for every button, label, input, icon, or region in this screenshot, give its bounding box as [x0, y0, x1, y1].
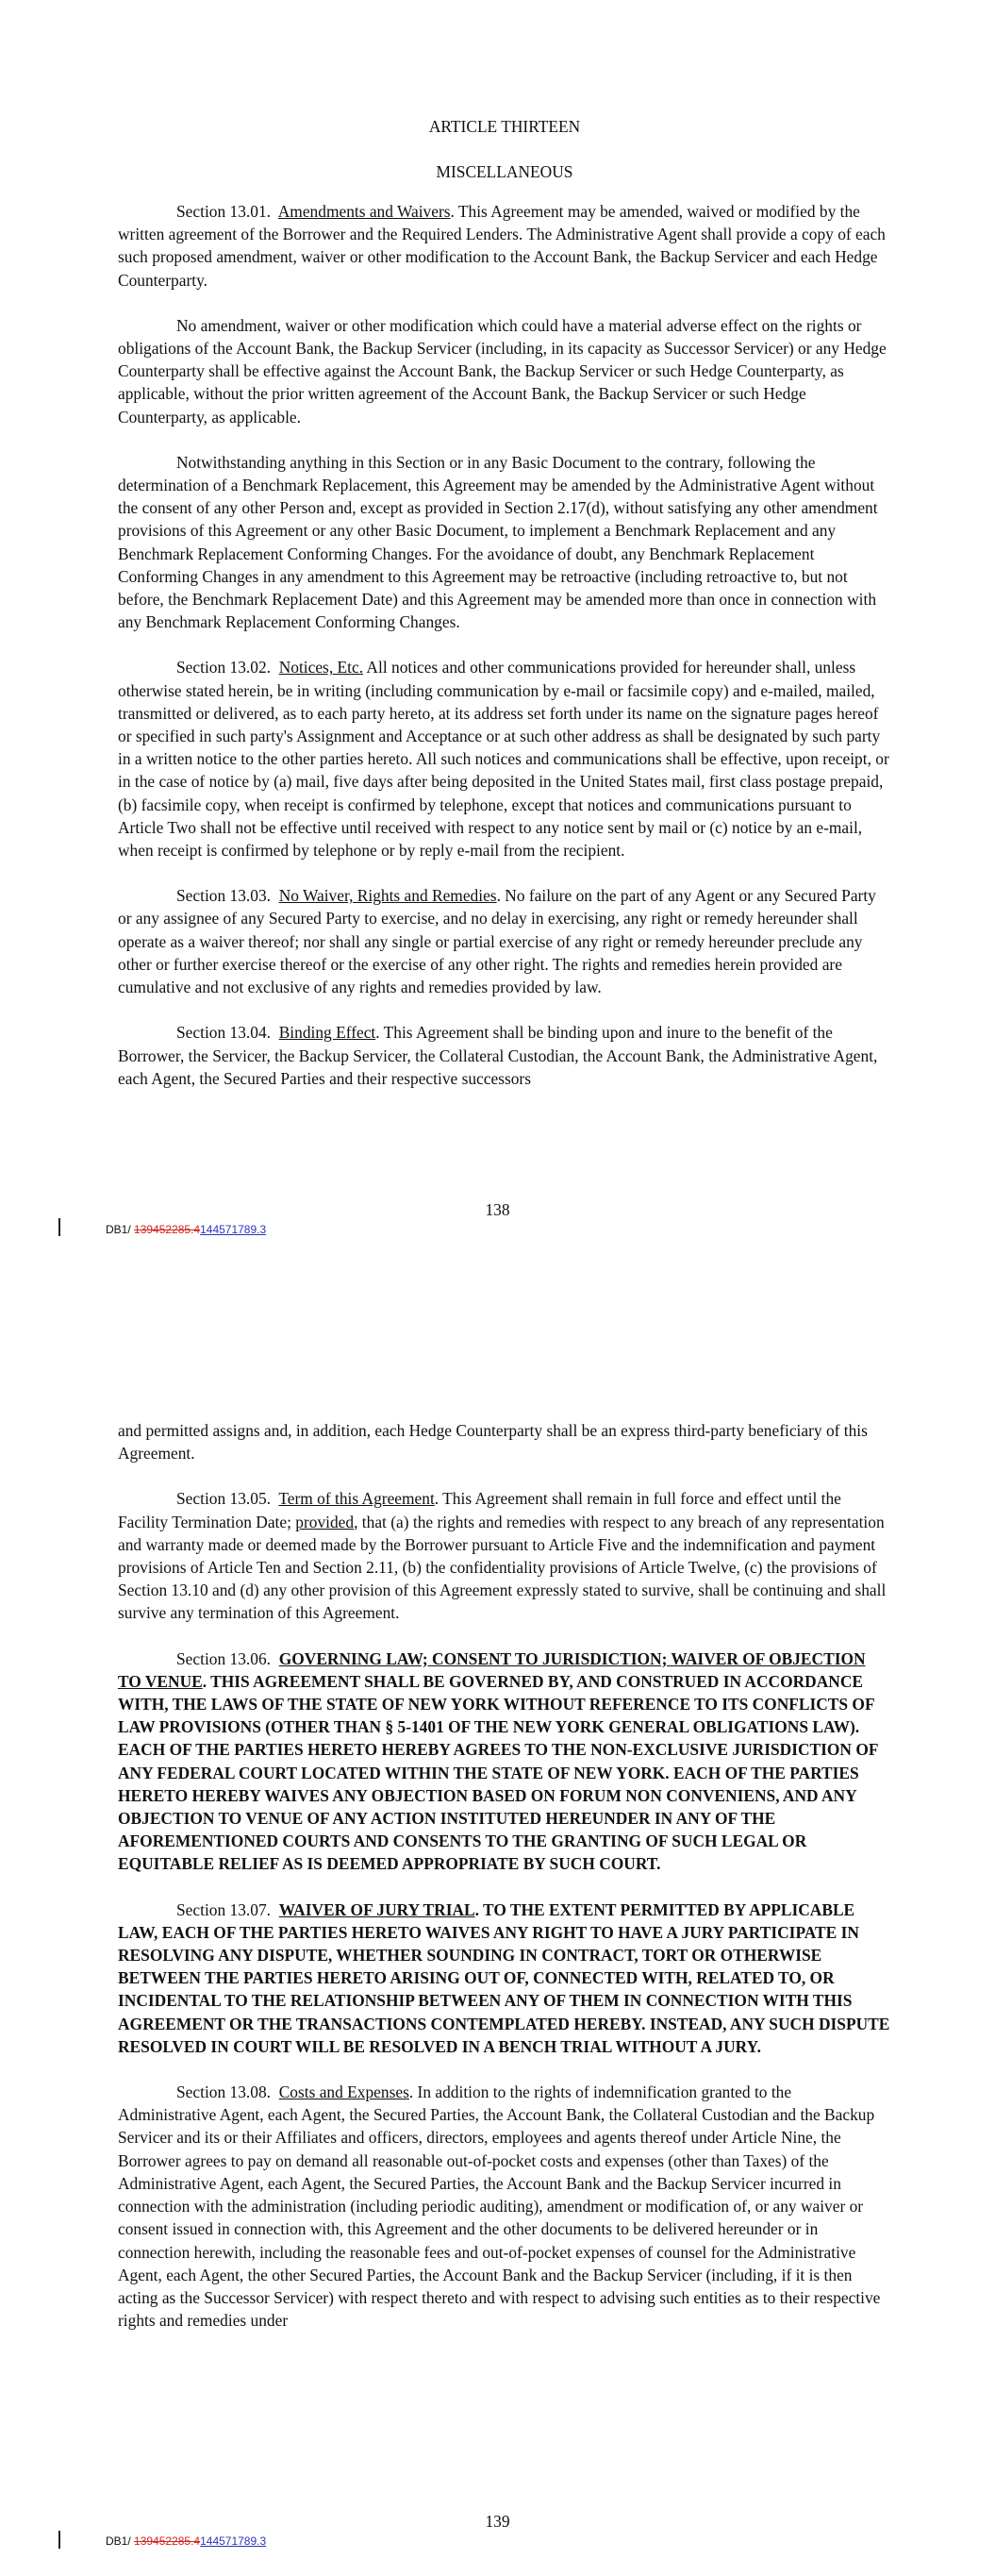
change-bar — [58, 1218, 60, 1236]
article-subtitle: MISCELLANEOUS — [436, 162, 573, 181]
page-number: 139 — [485, 2512, 510, 2531]
section-13-03 — [118, 884, 891, 998]
section-title: Costs and Expenses — [278, 2083, 409, 2102]
page-139 — [0, 1255, 995, 2576]
section-number: Section 13.07. — [176, 1899, 271, 1919]
section-title: Amendments and Waivers — [277, 202, 451, 221]
section-title: No Waiver, Rights and Remedies — [278, 886, 497, 906]
page-number: 138 — [485, 1200, 510, 1219]
paragraph-benchmark — [118, 451, 891, 634]
inserted-doc-number: 144571789.3 — [200, 1223, 267, 1236]
section-number: Section 13.06. — [176, 1648, 271, 1668]
section-text: . This Agreement may be amended, waived or modified by the written agreement of the Borrower and the Required Lenders. The Administrative Agent shall provide a copy of each such proposed amendment, waiver or other modification to the Account Bank, the Backup Servicer and each Hedge Counterparty. — [118, 202, 886, 290]
paragraph-no-amendment — [118, 314, 891, 428]
section-13-08 — [118, 2081, 891, 2332]
provided-term: provided — [295, 1512, 355, 1531]
article-title: ARTICLE THIRTEEN — [428, 117, 581, 136]
document-id-footer — [106, 2534, 266, 2548]
section-number: Section 13.05. — [176, 1489, 271, 1509]
continuation-paragraph — [118, 1419, 891, 1464]
page-138-body — [118, 115, 891, 1112]
section-13-01 — [118, 200, 891, 292]
change-bar — [58, 2531, 60, 2549]
section-number: Section 13.02. — [176, 658, 271, 677]
paragraph-text: Notwithstanding anything in this Section or in any Basic Document to the contrary, following the determination of a Benchmark Replacement, this Agreement may be amended by the Administrative Agent without the consent of any other Person and, except as provided in Section 2.17(d), without satisfying any other amendment provisions of this Agreement or any other Basic Document, to implement a Benchmark Replacement and any Benchmark Replacement Conforming Changes. For the avoidance of doubt, any Benchmark Replacement Conforming Changes in any amendment to this Agreement may be retroactive (including retroactive to, but not before, the Benchmark Replacement Date) and this Agreement may be amended more than once in connection with any Benchmark Replacement Conforming Changes. — [118, 452, 878, 632]
section-13-07 — [118, 1899, 891, 2058]
section-text: . THIS AGREEMENT SHALL BE GOVERNED BY, AND CONSTRUED IN ACCORDANCE WITH, THE LAWS OF THE STATE OF NEW YORK WITHOUT REFERENCE TO ITS CONFLICTS OF LAW PROVISIONS (OTHER THAN § 5-1401 OF THE NEW YORK GENERAL OBLIGATIONS LAW). EACH OF THE PARTIES HERETO HEREBY AGREES TO THE NON-EXCLUSIVE JURISDICTION OF ANY FEDERAL COURT LOCATED WITHIN THE STATE OF NEW YORK. EACH OF THE PARTIES HERETO HEREBY WAIVES ANY OBJECTION BASED ON FORUM NON CONVENIENS, AND ANY OBJECTION TO VENUE OF ANY ACTION INSTITUTED HEREUNDER IN ANY OF THE AFOREMENTIONED COURTS AND CONSENTS TO THE GRANTING OF SUCH LEGAL OR EQUITABLE RELIEF AS IS DEEMED APPROPRIATE BY SUCH COURT. — [118, 1671, 878, 1874]
paragraph-text: and permitted assigns and, in addition, each Hedge Counterparty shall be an express third-party beneficiary of this Agreement. — [118, 1421, 868, 1464]
deleted-doc-number: 139452285.4 — [134, 2534, 201, 2548]
page-138 — [0, 0, 995, 1255]
section-text: All notices and other communications provided for hereunder shall, unless otherwise stated herein, be in writing (including communication by e-mail or facsimile copy) and e-mailed, mailed, transmitted or delivered, as to each party hereto, at its address set forth under its name on the signature pages hereof or specified in such party's Assignment and Acceptance or at such other address as shall be designated by such party in a written notice to the other parties hereto. All such notices and communications shall be effective, upon receipt, or in the case of notice by (a) mail, five days after being deposited in the United States mail, first class postage prepaid, (b) facsimile copy, when receipt is confirmed by telephone, except that notices and communications pursuant to Article Two shall not be effective until received with respect to any notice sent by mail or (c) notice by an e-mail, when receipt is confirmed by telephone or by reply e-mail from the recipient. — [118, 658, 889, 861]
inserted-doc-number: 144571789.3 — [200, 2534, 267, 2548]
section-text: . TO THE EXTENT PERMITTED BY APPLICABLE LAW, EACH OF THE PARTIES HERETO WAIVES ANY RIGHT TO HAVE A JURY PARTICIPATE IN RESOLVING ANY DISPUTE, WHETHER SOUNDING IN CONTRACT, TORT OR OTHERWISE BETWEEN THE PARTIES HERETO ARISING OUT OF, CONNECTED WITH, RELATED TO, OR INCIDENTAL TO THE RELATIONSHIP BETWEEN ANY OF THEM IN CONNECTION WITH THIS AGREEMENT OR THE TRANSACTIONS CONTEMPLATED HEREBY. INSTEAD, ANY SUCH DISPUTE RESOLVED IN COURT WILL BE RESOLVED IN A BENCH TRIAL WITHOUT A JURY. — [118, 1899, 890, 2056]
section-text: . This Agreement shall be binding upon and inure to the benefit of the Borrower, the Servicer, the Backup Servicer, the Collateral Custodian, the Account Bank, the Administrative Agent, each Agent, the Secured Parties and their respective successors — [118, 1023, 878, 1088]
section-13-06 — [118, 1648, 891, 1876]
section-title: Binding Effect — [278, 1023, 376, 1043]
footer-prefix: DB1/ — [106, 1223, 135, 1236]
section-number: Section 13.01. — [176, 202, 271, 221]
section-title: WAIVER OF JURY TRIAL — [278, 1899, 475, 1919]
section-title: Notices, Etc. — [278, 658, 364, 677]
section-text: , that (a) the rights and remedies with respect to any breach of any representation and warranty made or deemed made by the Borrower pursuant to Article Five and the indemnification and payment provisions of Article Ten and Section 2.11, (b) the confidentiality provisions of Article Twelve, (c) the provisions of Section 13.10 and (d) any other provision of this Agreement expressly stated to survive, shall be continuing and shall survive any termination of this Agreement. — [118, 1512, 887, 1623]
section-number: Section 13.03. — [176, 886, 271, 906]
section-13-05 — [118, 1487, 891, 1624]
deleted-doc-number: 139452285.4 — [134, 1223, 201, 1236]
document-id-footer — [106, 1223, 266, 1236]
section-number: Section 13.08. — [176, 2083, 271, 2102]
section-13-04 — [118, 1021, 891, 1090]
footer-prefix: DB1/ — [106, 2534, 135, 2548]
page-139-body — [118, 1419, 891, 2354]
paragraph-text: No amendment, waiver or other modification which could have a material adverse effect on the rights or obligations of the Account Bank, the Backup Servicer (including, in its capacity as Successor Servicer) or any Hedge Counterparty shall be effective against the Account Bank, the Backup Servicer or such Hedge Counterparty, as applicable, without the prior written agreement of the Account Bank, the Backup Servicer or such Hedge Counterparty, as applicable. — [118, 315, 887, 427]
section-title: Term of this Agreement — [278, 1489, 435, 1509]
section-text: . In addition to the rights of indemnification granted to the Administrative Agent, each Agent, the Secured Parties, the Account Bank, the Collateral Custodian and the Backup Servicer and its or their Affiliates and officers, directors, employees and agents thereof under Article Nine, the Borrower agrees to pay on demand all reasonable out-of-pocket costs and expenses (other than Taxes) of the Administrative Agent, each Agent, the Secured Parties, the Account Bank and the Backup Servicer incurred in connection with the administration (including periodic auditing), amendment or modification of, or any waiver or consent issued in connection with, this Agreement and the other documents to be delivered hereunder or in connection herewith, including the reasonable fees and out-of-pocket expenses of counsel for the Administrative Agent, each Agent, the other Secured Parties, the Account Bank and the Backup Servicer (including, if it is then acting as the Successor Servicer) with respect thereto and with respect to advising such entities as to their respective rights and remedies under — [118, 2083, 881, 2331]
section-title: GOVERNING LAW; CONSENT TO JURISDICTION; WAIVER OF OBJECTION TO VENUE — [118, 1648, 866, 1691]
section-13-02 — [118, 656, 891, 861]
section-text: . This Agreement shall remain in full force and effect until the Facility Termination Date; — [118, 1489, 841, 1531]
section-text: . No failure on the part of any Agent or any Secured Party or any assignee of any Secured Party to exercise, and no delay in exercising, any right or remedy hereunder shall operate as a waiver thereof; nor shall any single or partial exercise of any right or remedy hereunder preclude any other or further exercise thereof or the exercise of any other right. The rights and remedies herein provided are cumulative and not exclusive of any rights and remedies provided by law. — [118, 886, 876, 997]
section-number: Section 13.04. — [176, 1023, 271, 1043]
